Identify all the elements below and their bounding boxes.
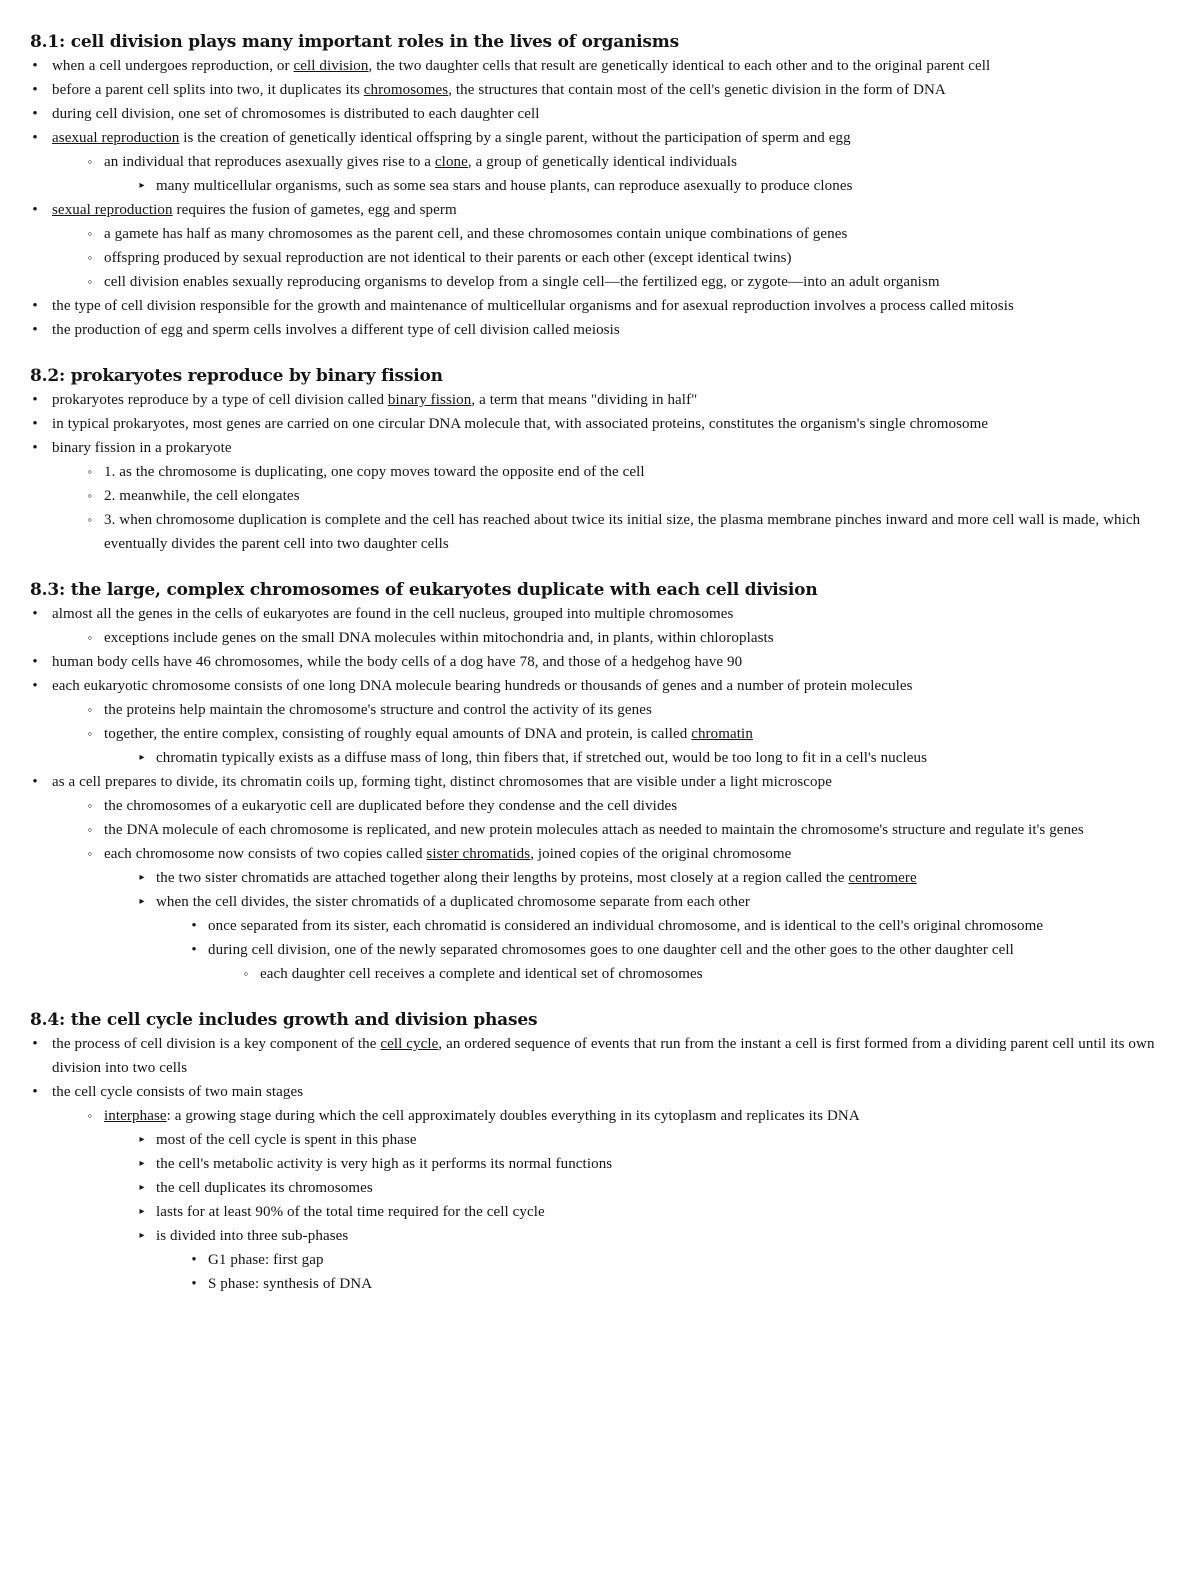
item-text: most of the cell cycle is spent in this phase [156,1132,417,1148]
key-term: asexual reproduction [52,130,180,146]
item-text: each chromosome now consists of two copies called [104,846,427,862]
bullet-icon: • [32,1036,38,1052]
item-text: G1 phase: first gap [208,1252,324,1268]
bullet-icon: ◦ [87,154,93,169]
list-item [30,818,1170,842]
bullet-icon: ▸ [139,1230,145,1241]
bullet-icon: • [191,1252,197,1268]
list-item [30,126,1170,150]
bullet-icon: ◦ [87,464,93,479]
item-text: exceptions include genes on the small DNA molecules within mitochondria and, in plants, within chloroplasts [104,630,774,646]
section [30,30,1170,342]
bullet-icon: ◦ [87,1108,93,1123]
item-text: is divided into three sub-phases [156,1228,349,1244]
item-text: , the structures that contain most of the cell's genetic division in the form of DNA [448,82,946,98]
document-page [30,30,1170,1318]
list-item [30,698,1170,722]
list-item [30,842,1170,866]
list-item [30,270,1170,294]
key-term: chromatin [691,726,753,742]
bullet-icon: ▸ [139,1158,145,1169]
key-term: sexual reproduction [52,202,173,218]
list-item [30,436,1170,460]
bullet-icon: ▸ [139,752,145,763]
list-item [30,1128,1170,1152]
list-item [30,938,1170,962]
section-heading: 8.3: the large, complex chromosomes of eukaryotes duplicate with each cell division [30,580,818,600]
bullet-icon: ◦ [87,488,93,503]
item-text: the cell's metabolic activity is very high as it performs its normal functions [156,1156,613,1172]
bullet-icon: ▸ [139,180,145,191]
list-item [30,484,1170,508]
item-text: each daughter cell receives a complete and identical set of chromosomes [260,966,703,982]
item-text: 2. meanwhile, the cell elongates [104,488,300,504]
list-item [30,914,1170,938]
item-text: as a cell prepares to divide, its chromatin coils up, forming tight, distinct chromosomes that are visible under a light microscope [52,774,832,790]
item-text: during cell division, one of the newly separated chromosomes goes to one daughter cell and the other goes to the other daughter cell [208,942,1014,958]
section-heading: 8.2: prokaryotes reproduce by binary fission [30,366,443,386]
item-text: when a cell undergoes reproduction, or [52,58,294,74]
bullet-icon: • [32,678,38,694]
list-item [30,222,1170,246]
bullet-icon: ◦ [87,250,93,265]
item-text: , joined copies of the original chromosome [530,846,792,862]
bullet-icon: • [32,440,38,456]
bullet-icon: ◦ [87,226,93,241]
item-text: each eukaryotic chromosome consists of one long DNA molecule bearing hundreds or thousands of genes and a number of protein molecules [52,678,913,694]
key-term: binary fission [387,392,472,408]
list-item [30,770,1170,794]
list-item [30,412,1170,436]
list-item [30,54,1170,78]
item-text: the proteins help maintain the chromosome's structure and control the activity of its genes [104,702,652,718]
list-item [30,1272,1170,1296]
item-text: the cell cycle consists of two main stages [52,1084,304,1100]
item-text: prokaryotes reproduce by a type of cell division called [52,392,388,408]
list-item [30,722,1170,746]
list-item [30,388,1170,412]
section [30,1008,1170,1296]
section [30,578,1170,986]
item-text: human body cells have 46 chromosomes, while the body cells of a dog have 78, and those of a hedgehog have 90 [52,654,743,670]
item-text: chromatin typically exists as a diffuse mass of long, thin fibers that, if stretched out, would be too long to fit in a cell's nucleus [156,750,928,766]
list-item [30,174,1170,198]
key-term: chromosomes [363,82,449,98]
bullet-icon: ◦ [87,274,93,289]
item-text: the chromosomes of a eukaryotic cell are duplicated before they condense and the cell divides [104,798,678,814]
section-heading: 8.4: the cell cycle includes growth and division phases [30,1010,538,1030]
list-item [30,1200,1170,1224]
list-item [30,746,1170,770]
item-text: together, the entire complex, consisting of roughly equal amounts of DNA and protein, is called [104,726,692,742]
list-item [30,1176,1170,1200]
list-item [30,78,1170,102]
bullet-icon: ◦ [87,630,93,645]
key-term: clone [434,154,468,170]
bullet-icon: • [191,942,197,958]
bullet-icon: ◦ [87,798,93,813]
item-text: when the cell divides, the sister chromatids of a duplicated chromosome separate from each other [156,894,750,910]
item-text: during cell division, one set of chromosomes is distributed to each daughter cell [52,106,540,122]
bullet-icon: • [32,1084,38,1100]
item-text: the DNA molecule of each chromosome is replicated, and new protein molecules attach as needed to maintain the chromosome's structure and regulate it's genes [104,822,1084,838]
item-text: many multicellular organisms, such as some sea stars and house plants, can reproduce asexually to produce clones [156,178,853,194]
item-text: once separated from its sister, each chromatid is considered an individual chromosome, and is identical to the cell's original chromosome [208,918,1044,934]
section-heading: 8.1: cell division plays many important roles in the lives of organisms [30,32,679,52]
list-item [30,890,1170,914]
bullet-icon: ◦ [87,702,93,717]
item-text: S phase: synthesis of DNA [208,1276,373,1292]
list-item [30,508,1170,556]
item-text: in typical prokaryotes, most genes are carried on one circular DNA molecule that, with associated proteins, constitutes the organism's single chromosome [52,416,989,432]
item-text: the type of cell division responsible for the growth and maintenance of multicellular organisms and for asexual reproduction involves a process called mitosis [52,298,1014,314]
key-term: interphase [104,1108,167,1124]
list-item [30,650,1170,674]
bullet-icon: • [32,58,38,74]
list-item [30,602,1170,626]
item-text: the cell duplicates its chromosomes [156,1180,373,1196]
bullet-icon: ◦ [87,726,93,741]
bullet-icon: ▸ [139,1206,145,1217]
item-text: : a growing stage during which the cell approximately doubles everything in its cytoplasm and replicates its DNA [166,1108,860,1124]
list-item [30,460,1170,484]
list-item [30,198,1170,222]
item-text: binary fission in a prokaryote [52,440,232,456]
list-item [30,626,1170,650]
bullet-icon: • [32,392,38,408]
list-item [30,150,1170,174]
bullet-icon: • [32,130,38,146]
bullet-icon: • [191,918,197,934]
item-text: a gamete has half as many chromosomes as the parent cell, and these chromosomes contain unique combinations of genes [104,226,848,242]
item-text: , a group of genetically identical individuals [467,154,738,170]
list-item [30,866,1170,890]
section [30,364,1170,556]
bullet-icon: ◦ [243,966,249,981]
bullet-icon: ▸ [139,1134,145,1145]
item-text: the two sister chromatids are attached together along their lengths by proteins, most closely at a region called the [156,870,849,886]
item-text: , a term that means "dividing in half" [471,392,698,408]
list-item [30,674,1170,698]
item-text: 1. as the chromosome is duplicating, one copy moves toward the opposite end of the cell [104,464,645,480]
bullet-icon: ▸ [139,896,145,907]
item-text: almost all the genes in the cells of eukaryotes are found in the cell nucleus, grouped into multiple chromosomes [52,606,734,622]
list-item [30,1224,1170,1248]
item-text: an individual that reproduces asexually gives rise to a [104,154,435,170]
item-text: is the creation of genetically identical offspring by a single parent, without the participation of sperm and egg [179,130,851,146]
list-item [30,1080,1170,1104]
bullet-icon: • [32,202,38,218]
bullet-icon: • [32,82,38,98]
key-term: centromere [848,870,917,886]
bullet-icon: • [32,774,38,790]
key-term: cell division [293,58,369,74]
item-text: cell division enables sexually reproducing organisms to develop from a single cell—the fertilized egg, or zygote—into an adult organism [104,274,940,290]
list-item [30,1104,1170,1128]
item-text: , an ordered sequence of events that run from the instant a cell is first formed from a dividing parent cell until its own division into two cells [52,1036,1155,1076]
list-item [30,318,1170,342]
list-item [30,294,1170,318]
list-item [30,246,1170,270]
bullet-icon: ◦ [87,822,93,837]
key-term: sister chromatids [426,846,531,862]
item-text: lasts for at least 90% of the total time required for the cell cycle [156,1204,545,1220]
list-item [30,1152,1170,1176]
bullet-icon: ▸ [139,872,145,883]
bullet-icon: • [32,606,38,622]
list-item [30,794,1170,818]
item-text: 3. when chromosome duplication is complete and the cell has reached about twice its initial size, the plasma membrane pinches inward and more cell wall is made, which eventually divides the parent cell into two daughter cells [104,512,1141,552]
list-item [30,1032,1170,1080]
bullet-icon: • [191,1276,197,1292]
bullet-icon: • [32,654,38,670]
item-text: before a parent cell splits into two, it duplicates its [52,82,364,98]
bullet-icon: • [32,106,38,122]
list-item [30,1248,1170,1272]
key-term: cell cycle [380,1036,439,1052]
bullet-icon: • [32,322,38,338]
list-item [30,962,1170,986]
bullet-icon: ◦ [87,512,93,527]
item-text: offspring produced by sexual reproduction are not identical to their parents or each other (except identical twins) [104,250,792,266]
item-text: the process of cell division is a key component of the [52,1036,381,1052]
bullet-icon: • [32,298,38,314]
bullet-icon: ◦ [87,846,93,861]
item-text: the production of egg and sperm cells involves a different type of cell division called meiosis [52,322,620,338]
list-item [30,102,1170,126]
bullet-icon: • [32,416,38,432]
bullet-icon: ▸ [139,1182,145,1193]
item-text: , the two daughter cells that result are genetically identical to each other and to the original parent cell [368,58,991,74]
item-text: requires the fusion of gametes, egg and sperm [172,202,457,218]
